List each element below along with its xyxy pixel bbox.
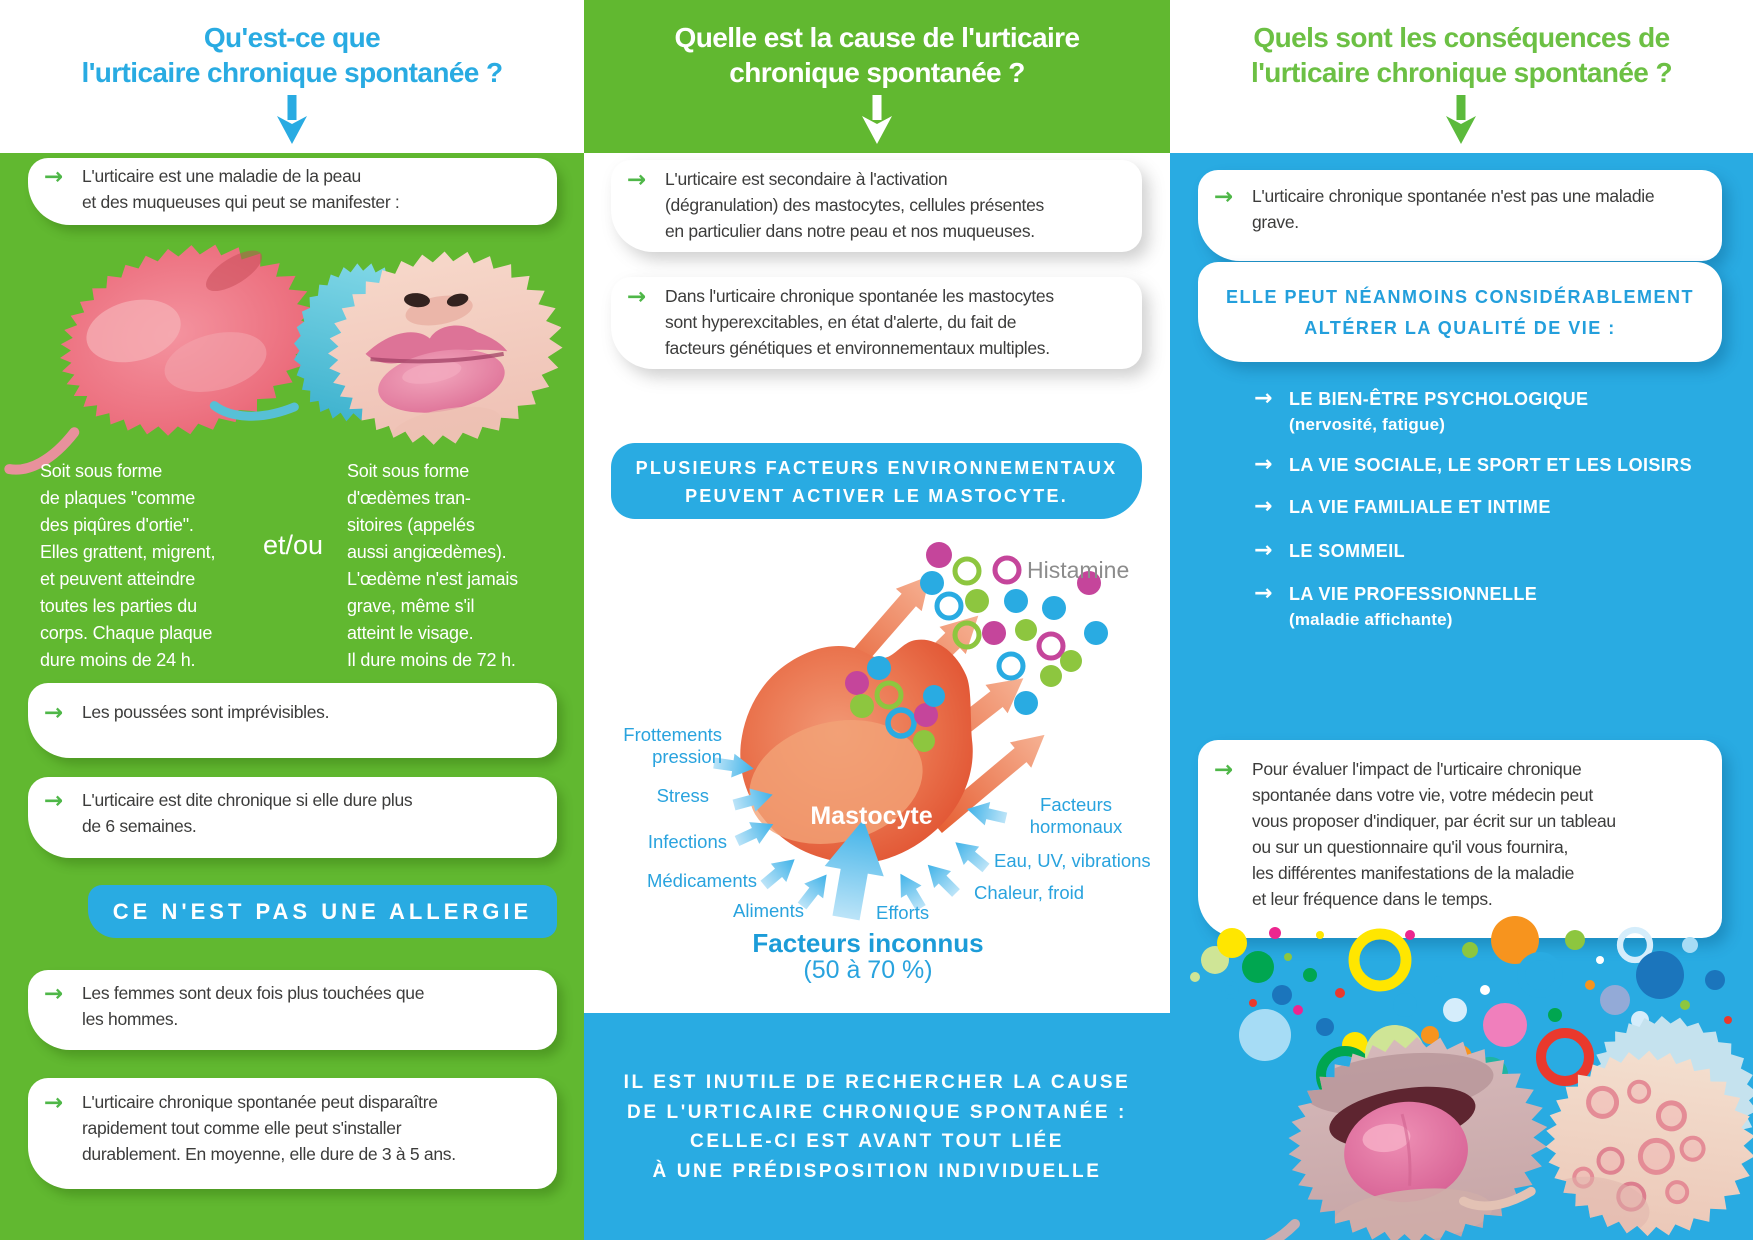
card-maladie-peau-text: L'urticaire est une maladie de la peau et des muqueuses qui peut se manifester : (82, 166, 400, 212)
skin-plaques-and-oedema-photos (0, 233, 584, 455)
card-duree (28, 1078, 557, 1189)
card-evaluer-text: Pour évaluer l'impact de l'urticaire chronique spontanée dans votre vie, votre médecin peut vous proposer d'indiquer, par écrit sur un tableau ou sur un questionnaire qu'il vous fournira, les différentes manifestations de la maladie et leur fréquence dans le temps. (1252, 759, 1616, 909)
aliments-label: Aliments (733, 900, 804, 921)
card-pas-grave-text: L'urticaire chronique spontanée n'est pas une maladie grave. (1252, 186, 1655, 232)
consequence-photos (1170, 1030, 1753, 1240)
card-poussees-text: Les poussées sont imprévisibles. (82, 702, 330, 722)
card-femmes-text: Les femmes sont deux fois plus touchées que les hommes. (82, 983, 425, 1029)
mastocyte-cell-label: Mastocyte (810, 802, 933, 830)
impact-main: LE BIEN-ÊTRE PSYCHOLOGIQUE (1289, 389, 1589, 409)
impact-sub: (maladie affichante) (1289, 610, 1453, 629)
hormonaux-label: Facteurs hormonaux (1029, 794, 1123, 837)
arrow-bullet-icon: → (44, 981, 63, 1007)
impact-item (1254, 386, 1743, 438)
col3-title: Quels sont les conséquences de l'urticaire chronique spontanée ? (1251, 22, 1672, 88)
card-hyperexcitables (611, 277, 1142, 369)
facteurs-inconnus-percentage: (50 à 70 %) (803, 956, 933, 984)
not-allergy-banner: CE N'EST PAS UNE ALLERGIE (88, 885, 557, 938)
medicaments-label: Médicaments (646, 870, 757, 891)
stress-label: Stress (656, 785, 709, 806)
impacts-list (1254, 386, 1743, 633)
down-arrow-icon (275, 95, 309, 145)
arrow-bullet-icon: → (1214, 184, 1233, 210)
impact-item (1254, 452, 1743, 478)
column-cause (584, 0, 1170, 1240)
card-evaluer (1198, 740, 1722, 938)
arrow-bullet-icon: → (44, 1090, 63, 1116)
connector-label: et/ou (262, 530, 324, 560)
histamine-label: Histamine (1027, 557, 1130, 583)
col1-header (0, 0, 584, 153)
arrow-bullet-icon: → (1254, 452, 1273, 477)
impact-main: LA VIE FAMILIALE ET INTIME (1289, 497, 1551, 517)
card-hyperexcitables-text: Dans l'urticaire chronique spontanée les mastocytes sont hyperexcitables, en état d'alerte, du fait de facteurs génétiques et environnementaux multiples. (665, 286, 1054, 358)
column-consequences (1170, 0, 1753, 1240)
impact-main: LE SOMMEIL (1289, 541, 1405, 561)
infections-label: Infections (647, 831, 727, 852)
plaques-caption: Soit sous forme de plaques "comme des piqûres d'ortie". Elles grattent, migrent, et peuvent atteindre toutes les parties du corps. Chaque plaque dure moins de 24 h. (40, 461, 216, 670)
footer-message: IL EST INUTILE DE RECHERCHER LA CAUSE DE L'URTICAIRE CHRONIQUE SPONTANÉE : CELLE-CI EST AVANT TOUT LIÉE À UNE PRÉDISPOSITION INDIVIDUELLE (623, 1072, 1131, 1182)
card-poussees (28, 683, 557, 758)
chaleur-froid-label: Chaleur, froid (974, 882, 1085, 903)
down-arrow-icon (860, 95, 894, 145)
mastocyte-diagram (584, 518, 1170, 1013)
impact-item (1254, 538, 1743, 564)
frottements-label: Frottements pression (623, 724, 722, 767)
col3-header (1170, 0, 1753, 153)
arrow-bullet-icon: → (44, 788, 63, 814)
arrow-bullet-icon: → (1254, 494, 1273, 519)
col2-header (584, 0, 1170, 153)
col1-title: Qu'est-ce que l'urticaire chronique spontanée ? (81, 22, 503, 88)
eau-uv-label: Eau, UV, vibrations (994, 850, 1151, 871)
impact-main: LA VIE PROFESSIONNELLE (1289, 584, 1538, 604)
arrow-bullet-icon: → (1254, 581, 1273, 606)
plaques-leaf-photo (0, 218, 337, 480)
col2-footer-banner (584, 1013, 1170, 1240)
arrow-bullet-icon: → (44, 700, 63, 726)
arrow-bullet-icon: → (1214, 757, 1233, 783)
card-activation (611, 160, 1142, 252)
impact-item (1254, 494, 1743, 520)
card-chronique-text: L'urticaire est dite chronique si elle dure plus de 6 semaines. (82, 790, 413, 836)
impact-item (1254, 581, 1743, 633)
card-femmes (28, 970, 557, 1050)
arrow-bullet-icon: → (44, 164, 63, 190)
arrow-bullet-icon: → (627, 167, 646, 193)
impact-main: LA VIE SOCIALE, LE SPORT ET LES LOISIRS (1289, 455, 1692, 475)
arrow-bullet-icon: → (1254, 538, 1273, 563)
card-qualite-de-vie: ELLE PEUT NÉANMOINS CONSIDÉRABLEMENT ALTÉRER LA QUALITÉ DE VIE : (1198, 262, 1722, 362)
card-duree-text: L'urticaire chronique spontanée peut disparaître rapidement tout comme elle peut s'installer durablement. En moyenne, elle dure de 3 à 5 ans. (82, 1092, 456, 1164)
arrow-bullet-icon: → (1254, 386, 1273, 411)
card-chronique (28, 777, 557, 858)
oedemes-caption: Soit sous forme d'œdèmes tran- sitoires (appelés aussi angiœdèmes). L'œdème n'est jamais grave, même s'il atteint le visage. Il dure moins de 72 h. (347, 461, 518, 670)
down-arrow-icon (1444, 95, 1478, 145)
col2-title: Quelle est la cause de l'urticaire chronique spontanée ? (674, 22, 1080, 88)
card-activation-text: L'urticaire est secondaire à l'activation (dégranulation) des mastocytes, cellules présentes en particulier dans notre peau et nos muqueuses. (665, 169, 1044, 241)
environment-factors-banner: PLUSIEURS FACTEURS ENVIRONNEMENTAUX PEUVENT ACTIVER LE MASTOCYTE. (611, 443, 1142, 519)
efforts-label: Efforts (876, 902, 930, 923)
card-maladie-peau (28, 158, 557, 225)
card-pas-grave (1198, 170, 1722, 261)
arrow-bullet-icon: → (627, 284, 646, 310)
impact-sub: (nervosité, fatigue) (1289, 415, 1446, 434)
column-what-is (0, 0, 584, 1240)
facteurs-inconnus-label: Facteurs inconnus (752, 928, 984, 958)
